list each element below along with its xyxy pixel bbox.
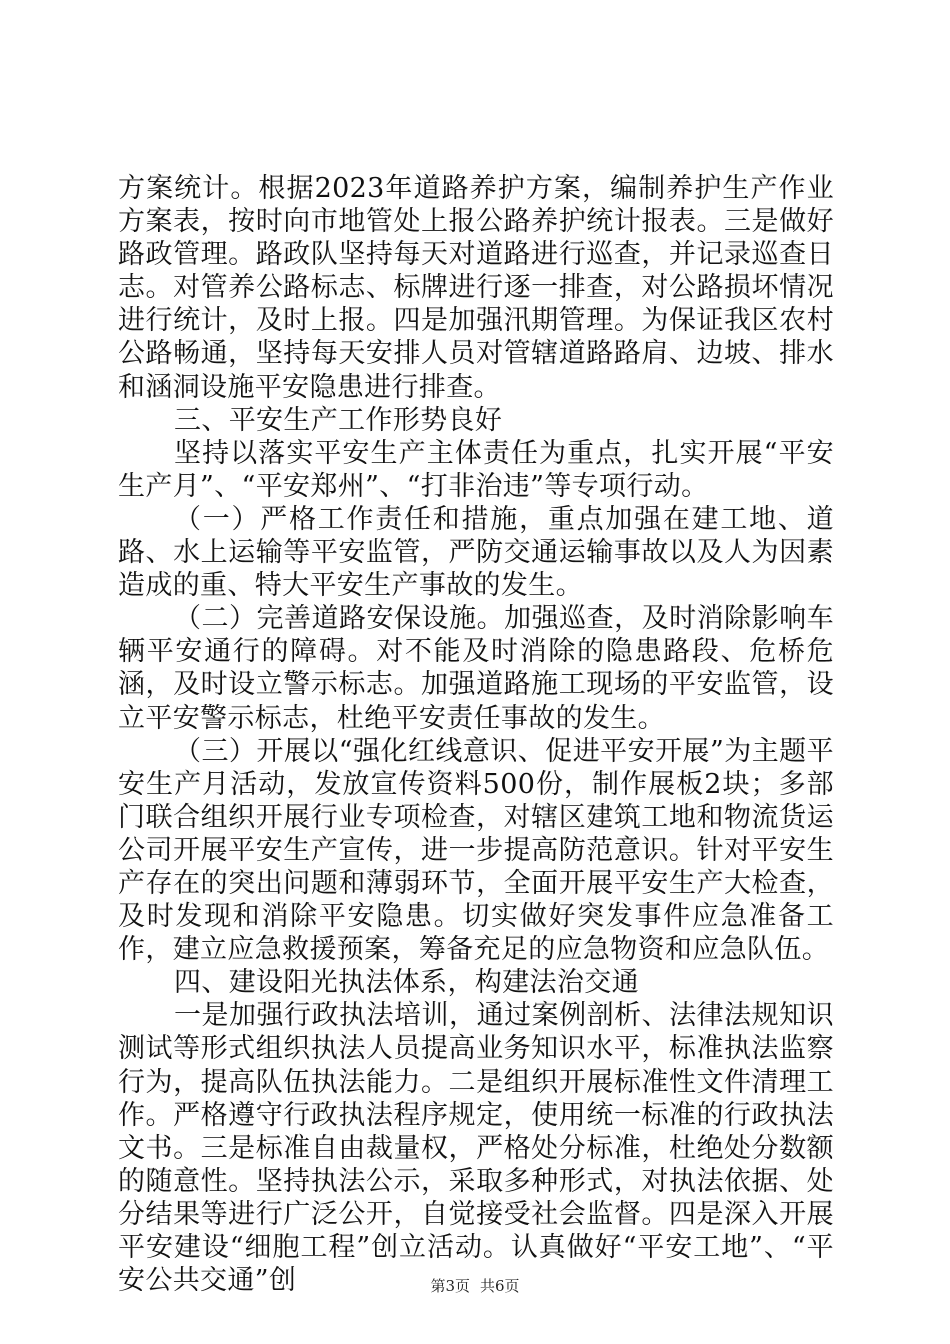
- document-body: [118, 172, 834, 1297]
- page-number: 第3页: [430, 1277, 470, 1295]
- page-footer: [0, 1276, 950, 1296]
- paragraph: 一是加强行政执法培训，通过案例剖析、法律法规知识测试等形式组织执法人员提高业务知识水平，标准执法监察行为，提高队伍执法能力。二是组织开展标准性文件清理工作。严格遵守行政执法程序规定，使用统一标准的行政执法文书。三是标准自由裁量权，严格处分标准，杜绝处分数额的随意性。坚持执法公示，采取多种形式，对执法依据、处分结果等进行广泛公开，自觉接受社会监督。四是深入开展平安建设“细胞工程”创立活动。认真做好“平安工地”、“平安公共交通”创: [118, 1000, 834, 1297]
- paragraph-item-3: （三）开展以“强化红线意识、促进平安开展”为主题平安生产月活动，发放宣传资料500份，制作展板2块；多部门联合组织开展行业专项检查，对辖区建筑工地和物流货运公司开展平安生产宣传，进一步提高防范意识。针对平安生产存在的突出问题和薄弱环节，全面开展平安生产大检查，及时发现和消除平安隐患。切实做好突发事件应急准备工作，建立应急救援预案，筹备充足的应急物资和应急队伍。: [118, 735, 834, 966]
- section-heading-3: 三、平安生产工作形势良好: [174, 404, 503, 436]
- section-heading-4: 四、建设阳光执法体系，构建法治交通: [174, 967, 639, 999]
- paragraph-item-2: （二）完善道路安保设施。加强巡查，及时消除影响车辆平安通行的障碍。对不能及时消除的隐患路段、危桥危涵，及时设立警示标志。加强道路施工现场的平安监管，设立平安警示标志，杜绝平安责任事故的发生。: [118, 603, 834, 734]
- paragraph-continuation: 方案统计。根据2023年道路养护方案，编制养护生产作业方案表，按时向市地管处上报公路养护统计报表。三是做好路政管理。路政队坚持每天对道路进行巡查，并记录巡查日志。对管养公路标志、标牌进行逐一排查，对公路损坏情况进行统计，及时上报。四是加强汛期管理。为保证我区农村公路畅通，坚持每天安排人员对管辖道路路肩、边坡、排水和涵洞设施平安隐患进行排查。: [118, 173, 834, 403]
- paragraph: 坚持以落实平安生产主体责任为重点，扎实开展“平安生产月”、“平安郑州”、“打非治违”等专项行动。: [118, 437, 834, 502]
- page-total: 共6页: [480, 1277, 520, 1295]
- paragraph-item-1: （一）严格工作责任和措施，重点加强在建工地、道路、水上运输等平安监管，严防交通运输事故以及人为因素造成的重、特大平安生产事故的发生。: [118, 503, 834, 602]
